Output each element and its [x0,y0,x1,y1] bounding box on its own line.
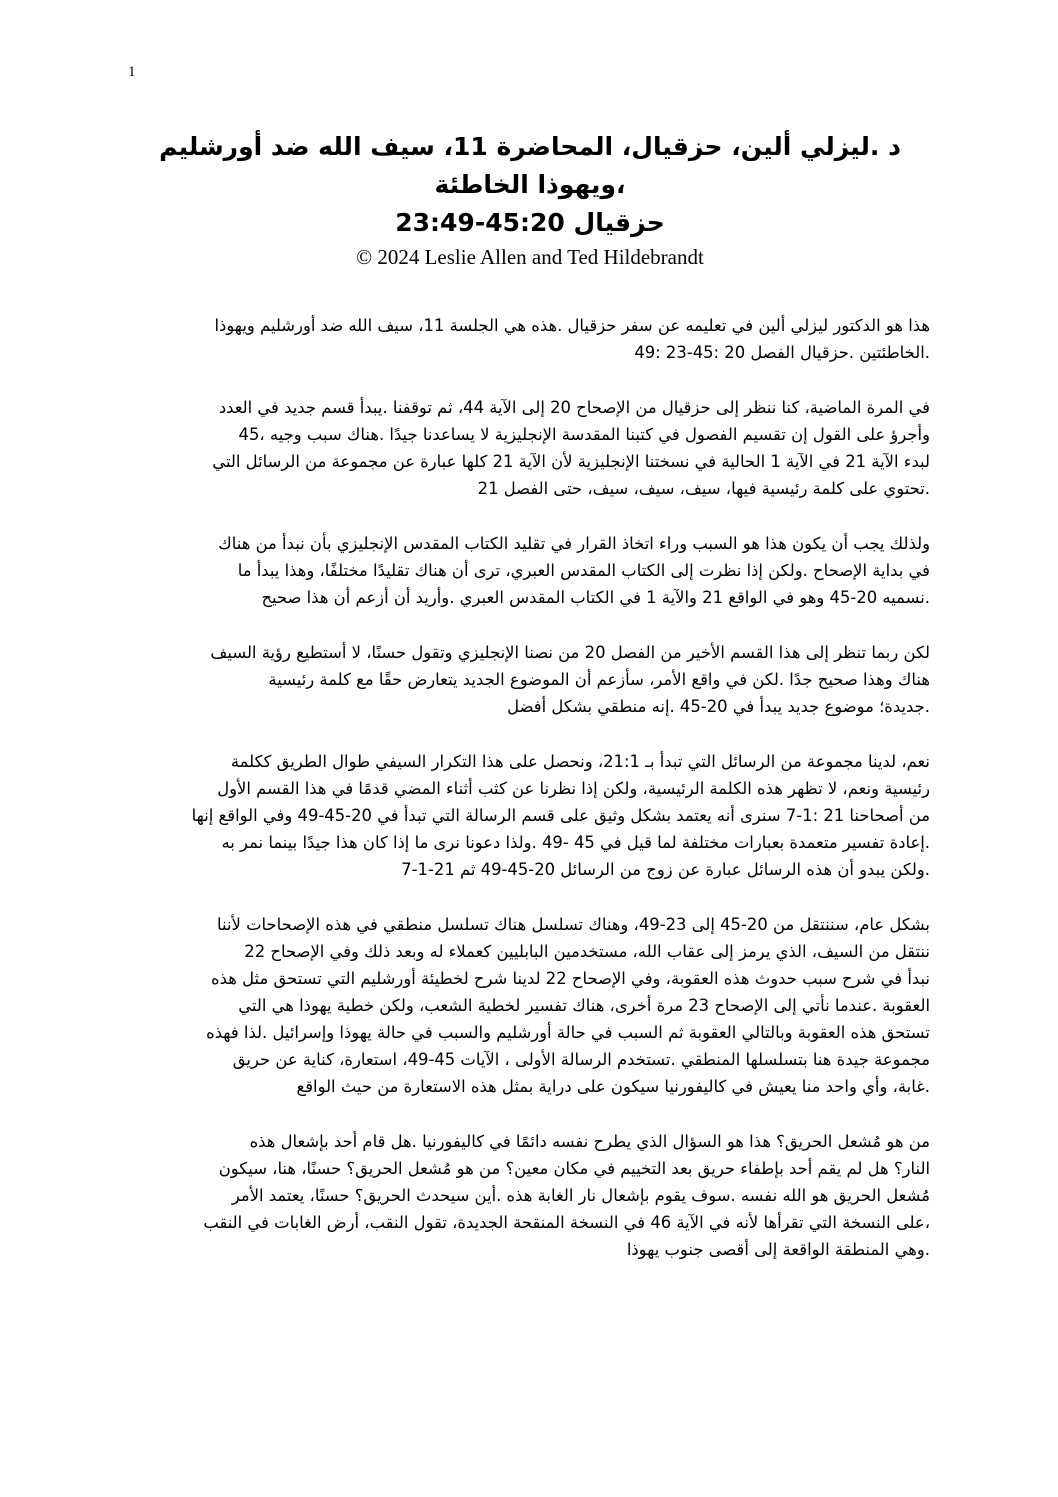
paragraph-line: ننتقل من السيف، الذي يرمز إلى عقاب الله، مستخدمين البابليين كعملاء له وبعد ذلك وفي الإصحاح 22 [244,942,930,961]
paragraph-7 [130,1128,930,1263]
lecture-body [130,312,930,1291]
copyright-notice: © 2024 Leslie Allen and Ted Hildebrandt [356,245,704,269]
paragraph-4 [130,639,930,720]
page-number: 1 [128,64,136,80]
paragraph-line: لكن ربما تنظر إلى هذا القسم الأخير من الفصل 20 من نصنا الإنجليزي وتقول حسنًا، لا أستطيع رؤية السيف [210,643,930,662]
paragraph-line: .غابة، وأي واحد منا يعيش في كاليفورنيا سيكون على دراية بمثل هذه الاستعارة من حيث الواقع [296,1077,930,1096]
paragraph-line: .تحتوي على كلمة رئيسية فيها، سيف، سيف، سيف، حتى الفصل 21 [477,479,930,498]
paragraph-line: هذا هو الدكتور ليزلي ألين في تعليمه عن سفر حزقيال .هذه هي الجلسة 11، سيف الله ضد أورشليم ويهوذا [214,316,930,335]
paragraph-1 [130,312,930,366]
paragraph-line: .وهي المنطقة الواقعة إلى أقصى جنوب يهوذا [626,1240,930,1259]
paragraph-line: .الخاطئتين .حزقيال الفصل 20 :45-23 :49 [634,343,930,362]
paragraph-line: نعم، لدينا مجموعة من الرسائل التي تبدأ بـ 21:1، ونحصل على هذا التكرار السيفي طوال الطريق ككلمة [230,752,930,771]
document-title-line-1: د .ليزلي ألين، حزقيال، المحاضرة 11، سيف الله ضد أورشليم [159,132,901,161]
paragraph-line: بشكل عام، سننتقل من 20-45 إلى 23-49، وهناك تسلسل هناك تسلسل منطقي في هذه الإصحاحات لأننا [217,915,930,934]
paragraph-line: مجموعة جيدة هنا بتسلسلها المنطقي .تستخدم الرسالة الأولى ، الآيات 45-49، استعارة، كناية عن حريق [232,1050,930,1069]
paragraph-line: ولذلك يجب أن يكون هذا هو السبب وراء اتخاذ القرار في تقليد الكتاب المقدس الإنجليزي بأن نبدأ من هناك [218,534,930,553]
paragraph-line: .ولكن يبدو أن هذه الرسائل عبارة عن زوج من الرسائل 20-45-49 ثم 21-1-7 [401,860,930,879]
paragraph-line: رئيسية ونعم، لا تظهر هذه الكلمة الرئيسية، ولكن إذا نظرنا عن كثب أثناء المضي قدمًا في هذا القسم الأول [217,779,930,798]
document-title-line-2: ،ويهوذا الخاطئة [434,170,626,199]
paragraph-5 [130,748,930,883]
paragraph-line: في المرة الماضية، كنا ننظر إلى حزقيال من الإصحاح 20 إلى الآية 44، ثم توقفنا .يبدأ قسم جديد في العدد [218,398,930,417]
paragraph-line: تستحق هذه العقوبة وبالتالي العقوبة ثم السبب في حالة أورشليم والسبب في حالة يهوذا وإسرائيل .لذا فهذه [206,1023,930,1042]
paragraph-line: العقوبة .عندما نأتي إلى الإصحاح 23 مرة أخرى، هناك تفسير لخطية الشعب، ولكن خطية يهوذا هي التي [238,996,930,1015]
paragraph-line: .جديدة؛ موضوع جديد يبدأ في 20-45 .إنه منطقي بشكل أفضل [507,697,930,716]
paragraph-line: من أصحاحنا 21 :1-7 سنرى أنه يعتمد بشكل وثيق على قسم الرسالة التي تبدأ في 20-45-49 وفي الواقع إنها [191,806,930,825]
paragraph-line: في بداية الإصحاح .ولكن إذا نظرت إلى الكتاب المقدس العبري، ترى أن هناك تقليدًا مختلفًا، وهذا يبدأ ما [237,561,930,580]
paragraph-line: من هو مُشعل الحريق؟ هذا هو السؤال الذي يطرح نفسه دائمًا في كاليفورنيا .هل قام أحد بإشعال هذه [249,1132,930,1151]
paragraph-line: النار؟ هل لم يقم أحد بإطفاء حريق بعد التخييم في مكان معين؟ من هو مُشعل الحريق؟ حسنًا، هنا، سيكون [218,1159,930,1178]
paragraph-3 [130,530,930,611]
document-title-block [130,128,930,272]
paragraph-line: لبدء الآية 21 في الآية 1 الحالية في نسختنا الإنجليزية لأن الآية 21 كلها عبارة عن مجموعة من الرسائل التي [212,452,930,471]
paragraph-line: هناك وهذا صحيح جدًا .لكن في واقع الأمر، سأزعم أن الموضوع الجديد يتعارض حقًا مع كلمة رئيسية [268,670,930,689]
paragraph-line: ،على النسخة التي تقرأها لأنه في الآية 46 في النسخة المنقحة الجديدة، تقول النقب، أرض الغابات في النقب [203,1213,930,1232]
paragraph-line: مُشعل الحريق هو الله نفسه .سوف يقوم بإشعال نار الغابة هذه .أين سيحدث الحريق؟ حسنًا، يعتمد الأمر [231,1186,930,1205]
document-title-line-3: حزقيال 45:20-23:49 [395,208,665,237]
paragraph-2 [130,394,930,502]
paragraph-line: .نسميه 20-45 وهو في الواقع 21 والآية 1 في الكتاب المقدس العبري .وأريد أن أزعم أن هذا صحيح [261,588,930,607]
paragraph-line: وأجرؤ على القول إن تقسيم الفصول في كتبنا المقدسة الإنجليزية لا يساعدنا جيدًا .هناك سبب وجيه ،45 [238,425,930,444]
paragraph-line: نبدأ في شرح سبب حدوث هذه العقوبة، وفي الإصحاح 22 لدينا شرح لخطيئة أورشليم التي تستحق مثل هذه [211,969,930,988]
paragraph-line: .إعادة تفسير متعمدة بعبارات مختلفة لما قيل في 45 -49 .ولذا دعونا نرى ما إذا كان هذا جيدًا بينما نمر به [221,833,930,852]
paragraph-6 [130,911,930,1100]
